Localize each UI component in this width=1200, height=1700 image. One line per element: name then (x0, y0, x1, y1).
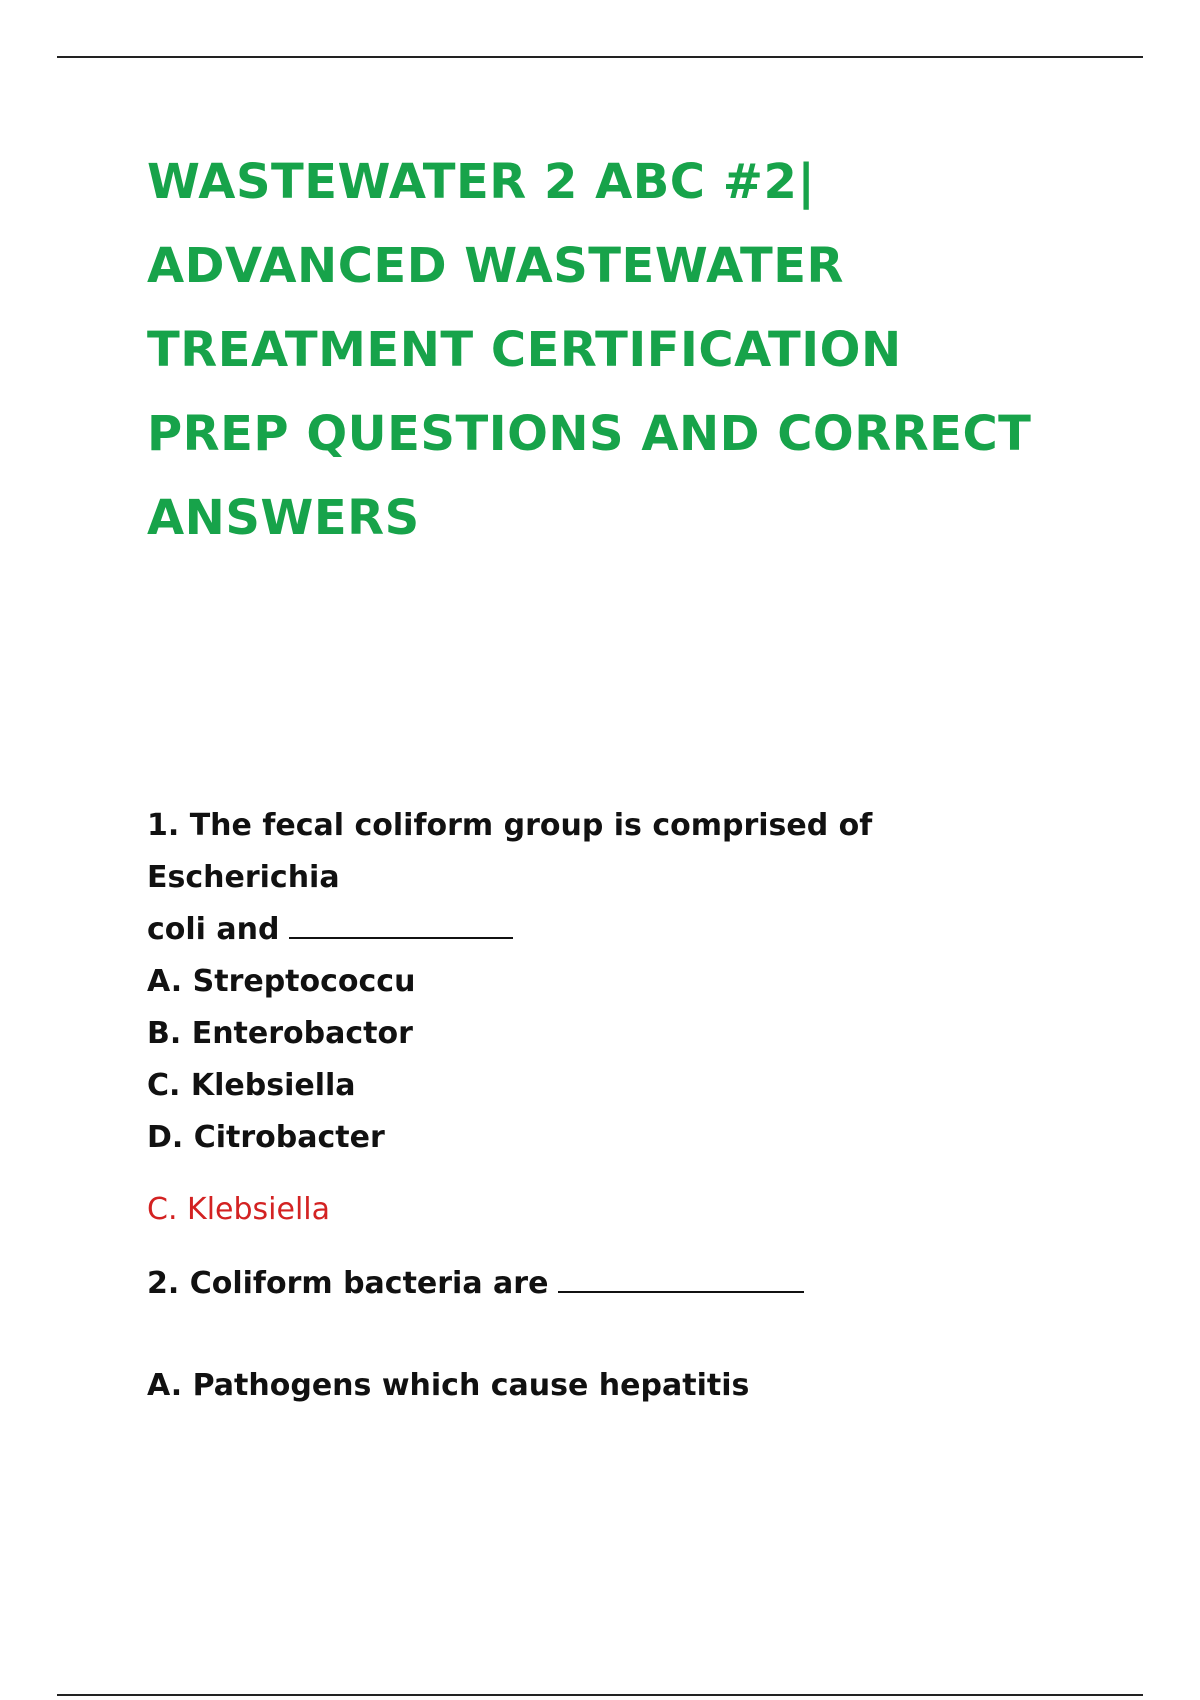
top-rule (57, 56, 1143, 58)
option-a: A. Streptococcu (147, 964, 416, 999)
question-2 (147, 1258, 804, 1310)
bottom-rule (57, 1694, 1143, 1696)
title-line: WASTEWATER 2 ABC #2| (147, 154, 816, 210)
title-line: ADVANCED WASTEWATER (147, 238, 845, 294)
answer-blank (289, 923, 513, 939)
title-line: PREP QUESTIONS AND CORRECT (147, 406, 1032, 462)
question-1-answer: C. Klebsiella (147, 1192, 331, 1227)
option-c: C. Klebsiella (147, 1068, 356, 1103)
answer-blank (558, 1277, 804, 1293)
question-2-text: 2. Coliform bacteria are (147, 1266, 549, 1301)
option-d: D. Citrobacter (147, 1120, 385, 1155)
option-b: B. Enterobactor (147, 1016, 413, 1051)
question-1 (147, 800, 1047, 956)
question-1-line-1: 1. The fecal coliform group is comprised of Escherichia (147, 808, 873, 895)
title-line: ANSWERS (147, 490, 420, 546)
question-2-option-a: A. Pathogens which cause hepatitis (147, 1368, 750, 1403)
question-1-options (147, 956, 415, 1164)
title-line: TREATMENT CERTIFICATION (147, 322, 902, 378)
document-title (147, 140, 1067, 560)
question-1-line-2: coli and (147, 912, 280, 947)
